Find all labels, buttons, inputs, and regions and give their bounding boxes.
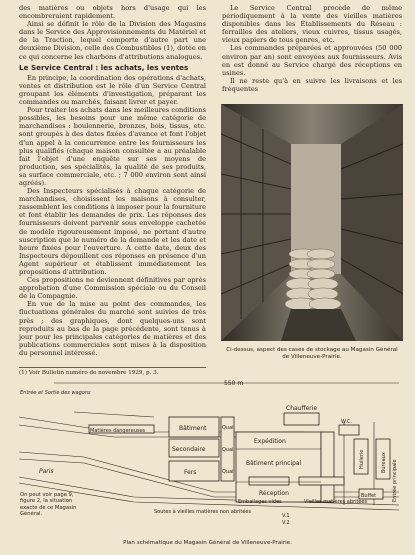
quay-right xyxy=(321,432,334,502)
reception-label: Réception xyxy=(259,490,289,497)
paragraph: Le Service Central procède de même périodiquement à la vente des vieilles matières disponibles dans les Établissements du Réseau : ferrailles des ateliers, vieux cuivres, tissus usagés, vieux papiers de tous genres, etc. xyxy=(222,4,402,45)
entree-principale-label: Entrée principale xyxy=(392,459,398,502)
paragraph: Les commandes préparées et approuvées (50 000 environ par an) sont envoyées aux fournisseurs. Avis en est donné au Service chargé des réceptions en usines. xyxy=(222,44,402,77)
paragraph: En vue de la mise au point des commandes, les fluctuations générales du marché sont suivies de très près ; des graphiques, dont quelques-uns sont reproduits au bas de la page précédente, sont tenus à jour pour les principales catégories de matières et des publications commerciales sont mises à la disposition du personnel intéressé. xyxy=(19,300,206,357)
paris-label: Paris xyxy=(39,468,54,475)
photo-caption: Ci-dessus, aspect des cases de stockage au Magasin Général de Villeneuve-Prairie. xyxy=(226,347,398,360)
quai-label: Quai xyxy=(222,469,234,475)
soutes-label: Soutes à vieilles matières non abritées xyxy=(154,509,252,515)
old-materials-shed xyxy=(299,477,344,485)
empty-packaging-shed xyxy=(249,477,289,485)
v2-label: V.2 xyxy=(282,520,290,525)
paragraph: des matières ou objets hors d'usage qui les encombreraient rapidement. xyxy=(19,4,206,21)
huilerie-label: Huilerie xyxy=(359,449,365,469)
side-note: On peut voir page 9, figure 2, la situation exacte de ce Magasin Général. xyxy=(20,492,77,517)
v1-label: V.1 xyxy=(282,513,290,519)
paragraph: En principe, la coordination des opérations d'achats, ventes et distribution est le rôle d'un Service Central groupant les éléments d'investigation, préparant les commandes ou marchés, faisant livrer et payer. xyxy=(19,73,206,107)
wc-label: W.C. xyxy=(341,419,353,425)
chaufferie-label: Chaufferie xyxy=(286,405,318,412)
entry-label: Entrée et Sortie des wagons xyxy=(20,390,91,396)
section-heading: Le Service Central : les achats, les ventes xyxy=(19,62,189,72)
emballages-label: Emballages vides xyxy=(238,499,282,505)
footnote: (1) Voir Bulletin numéro de novembre 1929, p. 3. xyxy=(19,367,206,376)
paragraph: Pour traiter les achats dans les meilleures conditions possibles, les besoins pour une même catégorie de marchandises : boulonnerie, bronzes, bois, tissus, etc. sont groupés à des dates fixées d'avance et font l'objet d'un appel à la concurrence entre les fournisseurs les plus qualifiés (chaque maison consultée a au préalable fait l'objet d'une enquête sur ses moyens de production, ses spécialités, la qualité de ses produits, sa surface commerciale, etc. ; 7 000 environ sont ainsi agréés). xyxy=(19,106,206,187)
fers-label: Fers xyxy=(184,469,197,476)
paragraph: Ainsi se définit le rôle de la Division des Magasins dans le Service des Approvisionnements du Matériel et de la Traction, lequel comporte d'autre part une deuxième Division, celle des Combustibles (1), dotée en ce qui concerne les charbons d'attributions analogues. xyxy=(19,20,206,61)
batiment-principal-label: Bâtiment principal xyxy=(246,460,302,467)
vieilles-matieres-label: Vieilles matières abritées xyxy=(304,499,368,505)
batiment-label: Bâtiment xyxy=(179,425,207,432)
warehouse-photo-illustration xyxy=(221,104,403,341)
wc-building xyxy=(339,425,359,435)
matieres-dangereuses-label: Matières dangereuses xyxy=(90,428,146,434)
paragraph: Ces propositions ne deviennent définitives par après approbation d'une Commission spéciale ou du Conseil de la Compagnie. xyxy=(19,276,206,301)
dimension-label: 550 m xyxy=(224,380,244,387)
quai-label: Quai xyxy=(222,425,234,431)
paragraph: Des Inspecteurs spécialisés à chaque catégorie de marchandises, choisissent les maisons à consulter, rassemblent les conditions à imposer pour la fourniture et font établir les demandes de prix. Les réponses des fournisseurs doivent parvenir sous enveloppe cachetée de modèle rigoureusement imposé, ne portant d'autre suscription que le numéro de la demande et les date et heure fixées pour l'ouverture. A cette date, deux des Inspecteurs dépouillent ces réponses en présence d'un Agent supérieur et établissent immédiatement les propositions d'attribution. xyxy=(19,187,206,276)
bureaux-label: Bureaux xyxy=(381,452,387,473)
right-text-column xyxy=(222,4,402,93)
buffet-label: Buffet xyxy=(361,493,377,499)
left-text-column xyxy=(19,4,206,357)
plan-caption: Plan schématique du Magasin Général de Villeneuve-Prairie. xyxy=(123,540,292,546)
storage-photo xyxy=(221,104,403,341)
boiler-house xyxy=(284,413,319,425)
expedition-label: Expédition xyxy=(254,438,286,445)
quai-label: Quai xyxy=(222,447,234,453)
secondaire-label: Secondaire xyxy=(172,446,206,453)
paragraph: Il ne reste qu'à en suivre les livraisons et les fréquentes xyxy=(222,76,402,93)
